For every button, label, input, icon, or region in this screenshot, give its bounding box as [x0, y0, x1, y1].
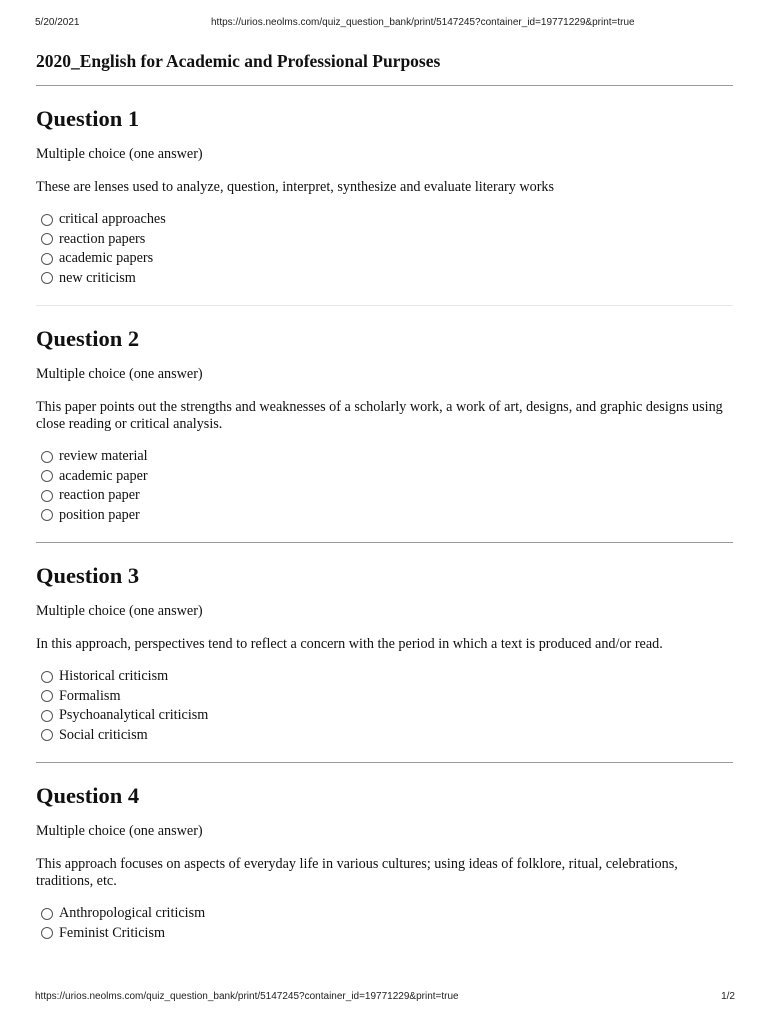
document-title: 2020_English for Academic and Professional Purposes — [36, 51, 441, 71]
question-title: Question 2 — [36, 326, 140, 351]
radio-button-icon[interactable] — [41, 690, 53, 702]
question-type: Multiple choice (one answer) — [36, 366, 203, 382]
option-label: review material — [59, 448, 148, 464]
answer-option[interactable] — [36, 904, 733, 924]
answer-options — [36, 667, 733, 745]
radio-button-icon[interactable] — [41, 729, 53, 741]
question-text: These are lenses used to analyze, question, interpret, synthesize and evaluate literary works — [36, 179, 555, 195]
option-label: academic paper — [59, 467, 148, 484]
option-label: reaction paper — [59, 487, 140, 503]
answer-option[interactable] — [36, 506, 733, 526]
answer-option[interactable] — [36, 924, 733, 944]
option-label: new criticism — [59, 269, 136, 286]
print-url: https://urios.neolms.com/quiz_question_bank/print/5147245?container_id=19771229&print=true — [211, 17, 635, 28]
answer-option[interactable] — [36, 726, 733, 746]
question-text: In this approach, perspectives tend to reflect a concern with the period in which a text is produced and/or read. — [36, 636, 663, 652]
question-text: This approach focuses on aspects of everyday life in various cultures; using ideas of folklore, ritual, celebrations, traditions, etc. — [36, 856, 678, 889]
print-header — [0, 17, 768, 31]
answer-option[interactable] — [36, 230, 733, 250]
question-2 — [36, 306, 733, 542]
answer-options — [36, 210, 733, 288]
question-type: Multiple choice (one answer) — [36, 603, 203, 619]
radio-button-icon[interactable] — [41, 671, 53, 683]
radio-button-icon[interactable] — [41, 470, 53, 482]
option-label: critical approaches — [59, 211, 166, 227]
answer-option[interactable] — [36, 249, 733, 269]
option-label: Psychoanalytical criticism — [59, 707, 209, 723]
print-footer — [0, 991, 768, 1005]
question-text: This paper points out the strengths and weaknesses of a scholarly work, a work of art, designs, and graphic designs using close reading or critical analysis. — [36, 399, 723, 432]
option-label: Historical criticism — [59, 668, 169, 684]
question-1 — [36, 86, 733, 305]
radio-button-icon[interactable] — [41, 233, 53, 245]
radio-button-icon[interactable] — [41, 509, 53, 521]
option-label: Formalism — [59, 687, 121, 704]
question-type: Multiple choice (one answer) — [36, 823, 203, 839]
answer-option[interactable] — [36, 486, 733, 506]
answer-options — [36, 904, 733, 943]
option-label: Social criticism — [59, 726, 148, 743]
question-type: Multiple choice (one answer) — [36, 146, 203, 162]
option-label: Feminist Criticism — [59, 924, 166, 941]
option-label: academic papers — [59, 250, 154, 266]
question-4 — [36, 763, 733, 943]
radio-button-icon[interactable] — [41, 710, 53, 722]
question-title: Question 3 — [36, 563, 140, 588]
question-title: Question 1 — [36, 106, 140, 131]
radio-button-icon[interactable] — [41, 490, 53, 502]
radio-button-icon[interactable] — [41, 253, 53, 265]
option-label: position paper — [59, 506, 140, 523]
question-title: Question 4 — [36, 783, 140, 808]
quiz-document — [36, 50, 733, 943]
radio-button-icon[interactable] — [41, 908, 53, 920]
print-date: 5/20/2021 — [35, 17, 80, 28]
radio-button-icon[interactable] — [41, 451, 53, 463]
answer-option[interactable] — [36, 667, 733, 687]
answer-option[interactable] — [36, 706, 733, 726]
radio-button-icon[interactable] — [41, 272, 53, 284]
question-3 — [36, 543, 733, 762]
page-number: 1/2 — [721, 991, 735, 1002]
answer-options — [36, 447, 733, 525]
answer-option[interactable] — [36, 447, 733, 467]
answer-option[interactable] — [36, 210, 733, 230]
radio-button-icon[interactable] — [41, 214, 53, 226]
print-url: https://urios.neolms.com/quiz_question_bank/print/5147245?container_id=19771229&print=true — [35, 991, 459, 1002]
option-label: Anthropological criticism — [59, 905, 206, 921]
answer-option[interactable] — [36, 269, 733, 289]
answer-option[interactable] — [36, 467, 733, 487]
option-label: reaction papers — [59, 230, 146, 247]
answer-option[interactable] — [36, 687, 733, 707]
radio-button-icon[interactable] — [41, 927, 53, 939]
